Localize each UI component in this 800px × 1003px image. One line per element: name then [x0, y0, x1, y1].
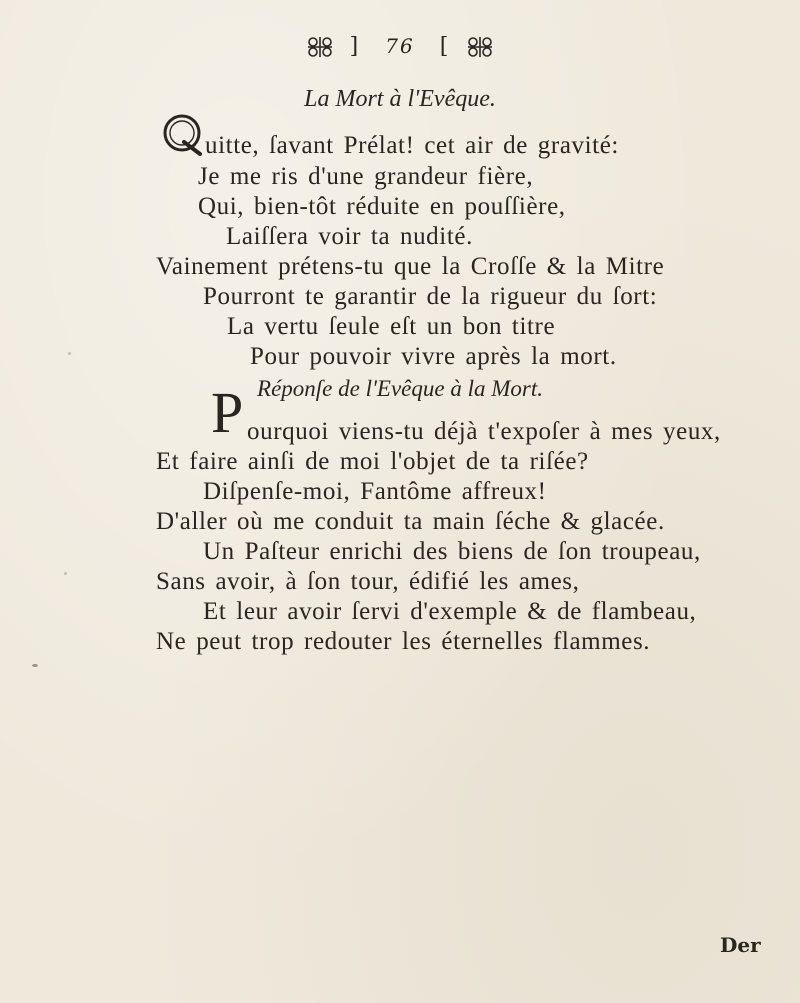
verse-line: Pourront te garantir de la rigueur du ſort: [203, 283, 658, 310]
verse-line: uitte, ſavant Prélat! cet air de gravité: [205, 132, 619, 159]
right-fleuron-icon [465, 35, 495, 59]
poem-title-bishop-reply: Réponſe de l'Evêque à la Mort. [257, 376, 543, 401]
paper-spot [64, 572, 67, 575]
paper-spot [68, 352, 71, 355]
verse-line: Pour pouvoir vivre après la mort. [250, 343, 617, 370]
verse-line: Diſpenſe-moi, Fantôme affreux! [203, 478, 547, 505]
verse-line: Je me ris d'une grandeur fière, [198, 163, 534, 190]
dropcap-q [160, 112, 206, 158]
left-fleuron-icon [305, 35, 335, 59]
dropcap-p: P [211, 380, 244, 445]
verse-line: Et leur avoir ſervi d'exemple & de flambeau, [203, 598, 697, 625]
dropcap-q-outline-icon [160, 112, 206, 158]
bracket-left: ] [349, 34, 361, 59]
verse-line: D'aller où me conduit ta main ſéche & glacée. [156, 508, 665, 535]
verse-line: ourquoi viens-tu déjà t'expoſer à mes yeux, [247, 418, 721, 445]
verse-line: Et faire ainſi de moi l'objet de ta riſée? [156, 448, 589, 475]
verse-line: Laiſſera voir ta nudité. [226, 223, 473, 250]
running-head [0, 34, 800, 59]
verse-line: Ne peut trop redouter les éternelles flammes. [156, 628, 651, 655]
bracket-right: [ [439, 34, 451, 59]
verse-line: Vainement prétens-tu que la Croſſe & la Mitre [156, 253, 665, 280]
catchword: Der [720, 933, 761, 957]
verse-line: La vertu ſeule eſt un bon titre [227, 313, 556, 340]
verse-line: Sans avoir, à ſon tour, édifié les ames, [156, 568, 580, 595]
paper-spot [32, 664, 38, 667]
verse-line: Un Paſteur enrichi des biens de ſon troupeau, [203, 538, 701, 565]
poem-title-death-to-bishop: La Mort à l'Evêque. [304, 86, 496, 112]
page-number: 76 [385, 34, 415, 58]
verse-line: Qui, bien-tôt réduite en pouſſière, [198, 193, 566, 220]
